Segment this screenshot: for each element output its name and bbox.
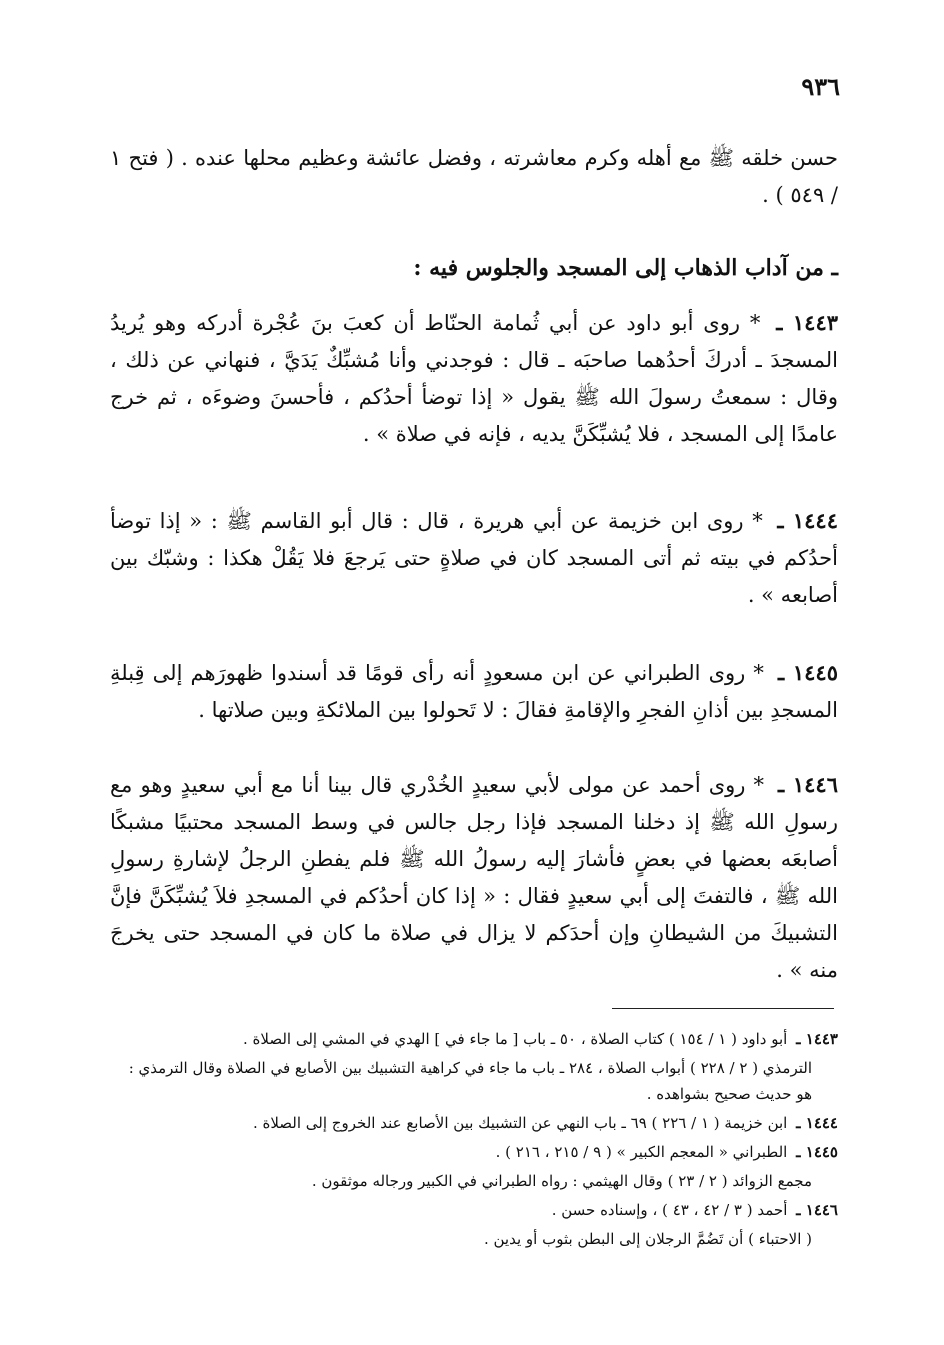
footnote-number: ١٤٤٦ ـ [796, 1201, 838, 1219]
footnote-divider [612, 1008, 834, 1009]
hadith-number: ١٤٤٣ ـ [776, 310, 839, 335]
hadith-text: * روى ابن خزيمة عن أبي هريرة ، قال : قال أبو القاسم ﷺ : « إذا توضأ أحدُكم في بيته ثم أتى المسجد كان في صلاةٍ حتى يَرجعَ فلا يَقُلْ هكذا : وشبّك بين أصابعه » . [110, 509, 838, 607]
footnote [110, 1110, 838, 1136]
footnote-text: الطبراني « المعجم الكبير » ( ٩ / ٢١٥ ، ٢١٦ ) . [495, 1143, 788, 1161]
hadith-number: ١٤٤٤ ـ [777, 508, 838, 533]
hadith-number: ١٤٤٥ ـ [777, 660, 838, 685]
footnote-text: الترمذي ( ٢ / ٢٢٨ ) أبواب الصلاة ، ٢٨٤ ـ باب ما جاء في كراهية التشبيك بين الأصابع في الصلاة وقال الترمذي : هو حديث صحيح بشواهده . [128, 1059, 812, 1103]
page-number: ٩٣٦ [801, 72, 840, 101]
footnote [110, 1226, 838, 1252]
footnote-text: أحمد ( ٣ / ٤٢ ، ٤٣ ) ، وإسناده حسن . [551, 1201, 788, 1219]
footnote-number: ١٤٤٤ ـ [796, 1114, 838, 1132]
hadith-number: ١٤٤٦ ـ [778, 772, 838, 797]
footnote [110, 1168, 838, 1194]
footnote [110, 1026, 838, 1052]
footnote [110, 1139, 838, 1165]
footnote-text: ( الاحتباء ) أن تَضُمَّ الرجلان إلى البطن بثوب أو يدين . [483, 1230, 812, 1248]
hadith-paragraph [110, 304, 838, 453]
hadith-text: * روى أحمد عن مولى لأبي سعيدٍ الخُدْري قال بينا أنا مع أبي سعيدٍ وهو مع رسولِ الله ﷺ إذ دخلنا المسجد فإذا رجل جالس في وسط المسجد محتبيًا مشبكًا أصابعَه بعضها في بعضٍ فأشارَ إليه رسولُ الله ﷺ فلم يفطنِ الرجلُ لإشارةِ رسولِ الله ﷺ ، فالتفتَ إلى أبي سعيدٍ فقال : « إذا كان أحدُكم في المسجدِ فلاَ يُشبِّكَنَّ فإنَّ التشبيكَ من الشيطانِ وإن أحدَكم لا يزال في صلاة ما كان في المسجد حتى يخرجَ منه » . [110, 773, 838, 982]
hadith-text: * روى أبو داود عن أبي ثُمامة الحنّاط أن كعبَ بنَ عُجْرة أدركه وهو يُريدُ المسجدَ ـ أدركَ أحدُهما صاحبَه ـ قال : فوجدني وأنا مُشبِّكٌ يَدَيَّ ، فنهاني عن ذلك ، وقال : سمعتُ رسولَ الله ﷺ يقول « إذا توضأ أحدُكم ، فأحسنَ وضوءَه ، ثم خرج عامدًا إلى المسجد ، فلا يُشبِّكَنَّ يديه ، فإنه في صلاة » . [110, 311, 838, 446]
footnote-text: مجمع الزوائد ( ٢ / ٢٣ ) وقال الهيثمي : رواه الطبراني في الكبير ورجاله موثقون . [311, 1172, 812, 1190]
footnote [110, 1055, 838, 1107]
footnotes [110, 1026, 838, 1255]
footnote-text: أبو داود ( ١ / ١٥٤ ) كتاب الصلاة ، ٥٠ ـ باب [ ما جاء في ] الهدي في المشي إلى الصلاة . [243, 1030, 788, 1048]
footnote-number: ١٤٤٣ ـ [796, 1030, 838, 1048]
footnote-text: ابن خزيمة ( ١ / ٢٢٦ ) ٦٩ ـ باب النهي عن التشبيك بين الأصابع عند الخروج إلى الصلاة . [252, 1114, 788, 1132]
hadith-text: * روى الطبراني عن ابن مسعودٍ أنه رأى قومًا قد أسندوا ظهورَهم إلى قِبلةِ المسجدِ بين أذانِ الفجرِ والإقامةِ فقالَ : لا تَحولوا بين الملائكةِ وبين صلاتها . [110, 661, 838, 722]
intro-paragraph: حسن خلقه ﷺ مع أهله وكرم معاشرته ، وفضل عائشة وعظيم محلها عنده . ( فتح ١ / ٥٤٩ ) . [110, 146, 838, 207]
hadith-paragraph [110, 502, 838, 614]
hadith-paragraph [110, 766, 838, 989]
section-heading: ـ من آداب الذهاب إلى المسجد والجلوس فيه : [413, 255, 838, 281]
footnote [110, 1197, 838, 1223]
footnote-number: ١٤٤٥ ـ [796, 1143, 838, 1161]
hadith-paragraph [110, 654, 838, 729]
